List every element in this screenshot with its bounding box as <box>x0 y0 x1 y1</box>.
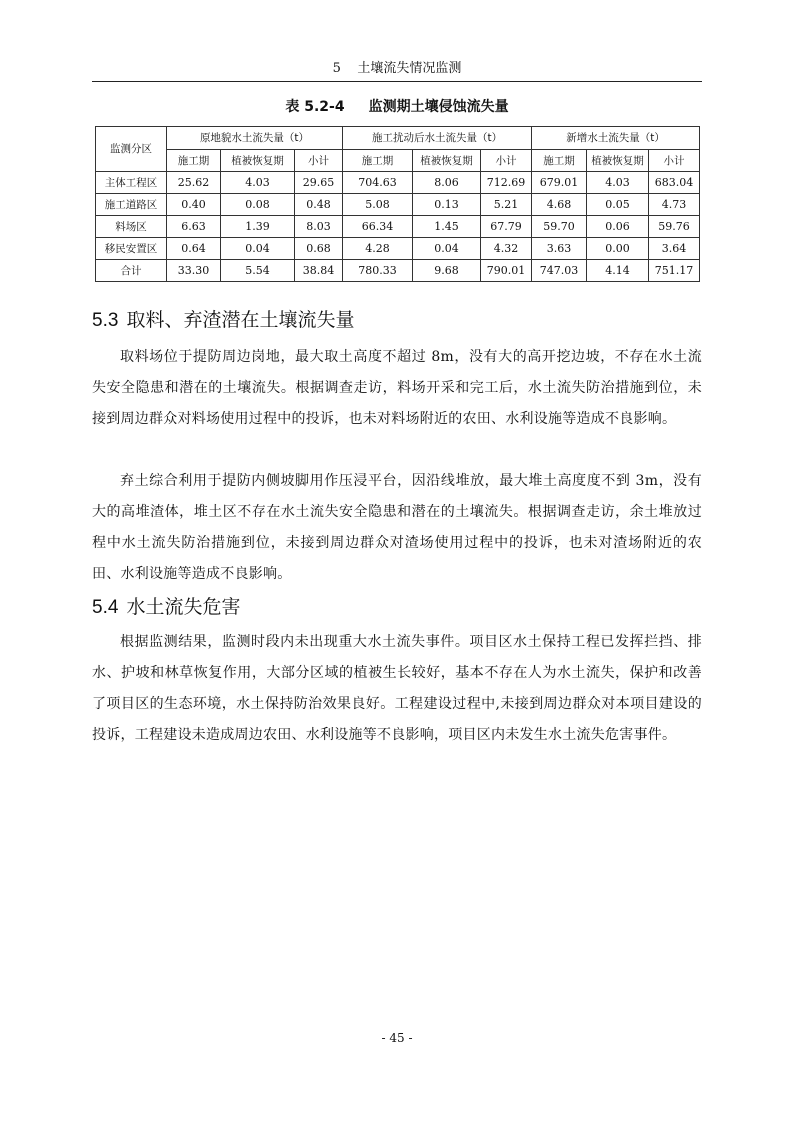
subheader-subtotal: 小计 <box>649 150 700 172</box>
table-cell: 6.63 <box>167 216 221 238</box>
table-cell: 3.63 <box>532 238 587 260</box>
table-cell: 4.14 <box>587 260 649 282</box>
table-cell: 712.69 <box>481 172 532 194</box>
table-cell: 5.54 <box>221 260 295 282</box>
running-header <box>92 60 702 78</box>
group-header-added: 新增水土流失量（t） <box>532 127 700 150</box>
table-row <box>96 238 700 260</box>
group-header-disturbed: 施工扰动后水土流失量（t） <box>343 127 532 150</box>
table-cell: 29.65 <box>295 172 343 194</box>
table-cell: 1.39 <box>221 216 295 238</box>
table-row <box>96 216 700 238</box>
chapter-title: 土壤流失情况监测 <box>357 61 462 76</box>
table-header-row <box>96 127 700 150</box>
table-cell: 0.05 <box>587 194 649 216</box>
table-cell: 33.30 <box>167 260 221 282</box>
table-cell: 25.62 <box>167 172 221 194</box>
header-rule <box>92 81 702 82</box>
table-cell: 704.63 <box>343 172 413 194</box>
paragraph: 根据监测结果，监测时段内未出现重大水土流失事件。项目区水土保持工程已发挥拦挡、排水、护坡和林草恢复作用，大部分区域的植被生长较好，基本不存在人为水土流失，保护和改善了项目区的生态环境，水土保持防治效果良好。工程建设过程中,未接到周边群众对本项目建设的投诉，工程建设未造成周边农田、水利设施等不良影响，项目区内未发生水土流失危害事件。 <box>92 634 702 743</box>
table-cell: 4.03 <box>221 172 295 194</box>
table-row <box>96 194 700 216</box>
table-cell: 751.17 <box>649 260 700 282</box>
table-cell: 59.70 <box>532 216 587 238</box>
subheader-construction: 施工期 <box>532 150 587 172</box>
section-title: 取料、弃渣潜在土壤流失量 <box>126 309 355 331</box>
table-total-row <box>96 260 700 282</box>
row-zone-label: 移民安置区 <box>96 238 167 260</box>
table-cell: 4.68 <box>532 194 587 216</box>
table-cell: 790.01 <box>481 260 532 282</box>
table-cell: 4.73 <box>649 194 700 216</box>
table-cell: 67.79 <box>481 216 532 238</box>
table-cell: 59.76 <box>649 216 700 238</box>
paragraph: 弃土综合利用于提防内侧坡脚用作压浸平台，因沿线堆放，最大堆土高度度不到 3m，没有大的高堆渣体，堆土区不存在水土流失安全隐患和潜在的土壤流失。根据调查走访，余土堆放过程中水土流失防治措施到位，未接到周边群众对渣场使用过程中的投诉，也未对渣场附近的农田、水利设施等造成不良影响。 <box>92 473 702 582</box>
subheader-construction: 施工期 <box>167 150 221 172</box>
table-cell: 0.06 <box>587 216 649 238</box>
row-zone-label: 施工道路区 <box>96 194 167 216</box>
table-cell: 679.01 <box>532 172 587 194</box>
table-cell: 683.04 <box>649 172 700 194</box>
table-caption-title: 监测期土壤侵蚀流失量 <box>368 99 509 115</box>
table-cell: 1.45 <box>413 216 481 238</box>
subheader-recovery: 植被恢复期 <box>413 150 481 172</box>
group-header-original: 原地貌水土流失量（t） <box>167 127 343 150</box>
subheader-subtotal: 小计 <box>295 150 343 172</box>
table-cell: 38.84 <box>295 260 343 282</box>
table-cell: 0.04 <box>413 238 481 260</box>
subheader-recovery: 植被恢复期 <box>587 150 649 172</box>
section-number: 5.3 <box>92 310 119 331</box>
table-cell: 0.13 <box>413 194 481 216</box>
section-title: 水土流失危害 <box>126 596 241 618</box>
table-cell: 0.40 <box>167 194 221 216</box>
table-cell: 8.03 <box>295 216 343 238</box>
section-heading-5-4 <box>92 595 240 620</box>
table-cell: 4.03 <box>587 172 649 194</box>
row-zone-label: 料场区 <box>96 216 167 238</box>
table-cell: 9.68 <box>413 260 481 282</box>
table-cell: 0.68 <box>295 238 343 260</box>
table-cell: 0.48 <box>295 194 343 216</box>
table-cell: 3.64 <box>649 238 700 260</box>
subheader-construction: 施工期 <box>343 150 413 172</box>
table-cell: 8.06 <box>413 172 481 194</box>
soil-loss-table <box>95 126 700 282</box>
table-caption <box>92 98 702 116</box>
chapter-number: 5 <box>332 61 341 76</box>
section-number: 5.4 <box>92 597 119 618</box>
row-zone-label: 合计 <box>96 260 167 282</box>
table-cell: 66.34 <box>343 216 413 238</box>
table-cell: 780.33 <box>343 260 413 282</box>
subheader-recovery: 植被恢复期 <box>221 150 295 172</box>
table-caption-number: 表 5.2-4 <box>285 99 345 115</box>
table-cell: 5.21 <box>481 194 532 216</box>
table-row <box>96 172 700 194</box>
subheader-subtotal: 小计 <box>481 150 532 172</box>
table-cell: 5.08 <box>343 194 413 216</box>
table-cell: 0.64 <box>167 238 221 260</box>
table-subheader-row <box>96 150 700 172</box>
zone-column-header: 监测分区 <box>96 127 167 172</box>
table-cell: 4.28 <box>343 238 413 260</box>
row-zone-label: 主体工程区 <box>96 172 167 194</box>
table-cell: 747.03 <box>532 260 587 282</box>
page-number: - 45 - <box>381 1031 413 1045</box>
table-cell: 0.00 <box>587 238 649 260</box>
section-heading-5-3 <box>92 308 354 333</box>
table-cell: 0.04 <box>221 238 295 260</box>
paragraph: 取料场位于提防周边岗地，最大取土高度不超过 8m，没有大的高开挖边坡，不存在水土流失安全隐患和潜在的土壤流失。根据调查走访，料场开采和完工后，水土流失防治措施到位，未接到周边群众对料场使用过程中的投诉，也未对料场附近的农田、水利设施等造成不良影响。 <box>92 349 702 427</box>
table-cell: 4.32 <box>481 238 532 260</box>
table-cell: 0.08 <box>221 194 295 216</box>
